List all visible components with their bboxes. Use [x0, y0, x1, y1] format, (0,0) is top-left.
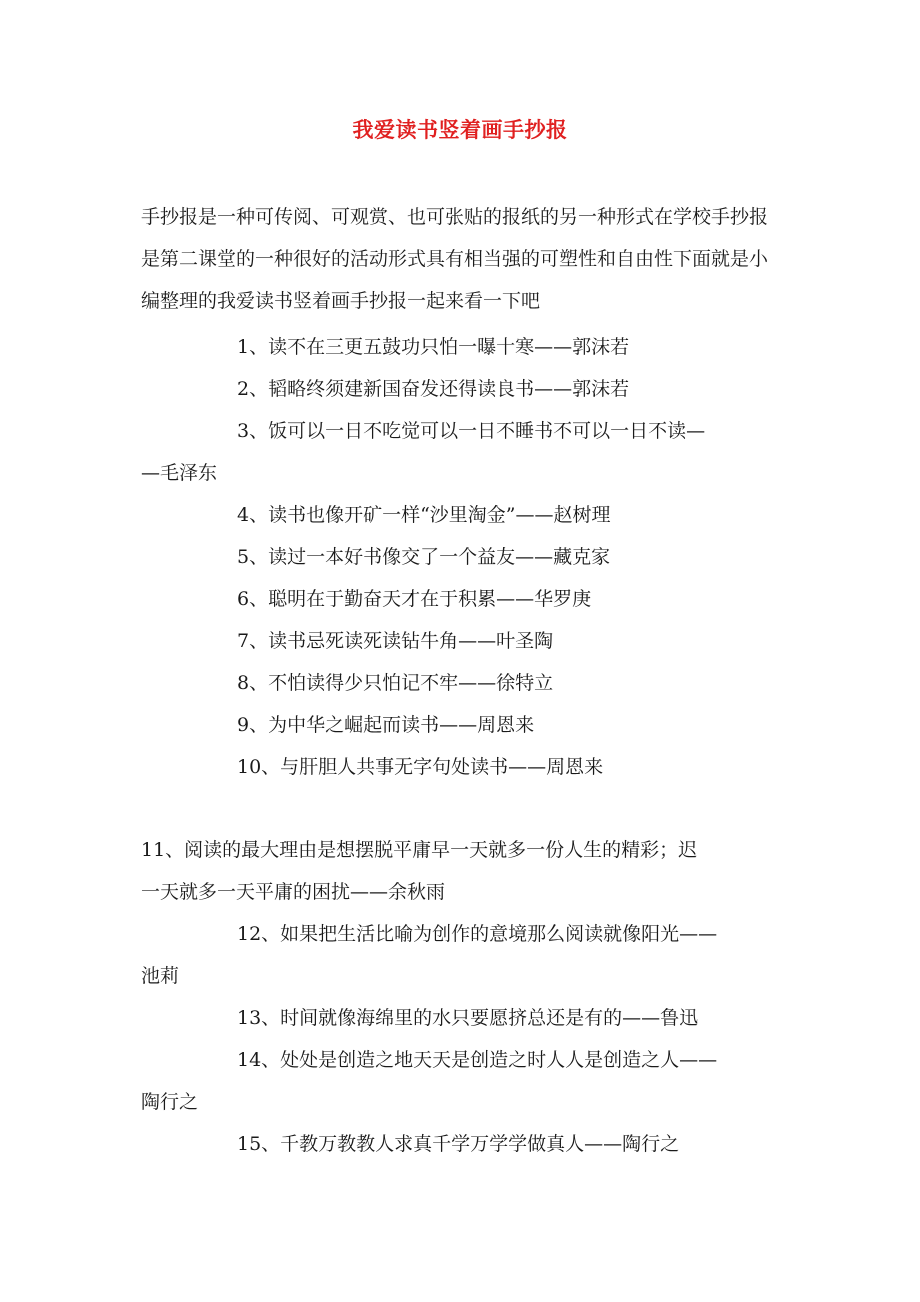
quote-item-14: 14、处处是创造之地天天是创造之时人人是创造之人——: [237, 1049, 718, 1071]
quote-item-8: 8、不怕读得少只怕记不牢——徐特立: [237, 672, 554, 694]
quote-item-12: 12、如果把生活比喻为创作的意境那么阅读就像阳光——: [237, 923, 718, 945]
quote-item-3: 3、饭可以一日不吃觉可以一日不睡书不可以一日不读—: [237, 420, 706, 442]
quote-item-5: 5、读过一本好书像交了一个益友——藏克家: [237, 546, 611, 568]
quote-item-3-continued: —毛泽东: [141, 462, 218, 484]
quote-item-6: 6、聪明在于勤奋天才在于积累——华罗庚: [237, 588, 592, 610]
quote-item-14-continued: 陶行之: [141, 1091, 199, 1113]
quote-item-12-continued: 池莉: [141, 965, 180, 987]
quote-item-15: 15、千教万教教人求真千学万学学做真人——陶行之: [237, 1133, 680, 1155]
page-title: 我爱读书竖着画手抄报: [352, 117, 568, 142]
quote-item-2: 2、韬略终须建新国奋发还得读良书——郭沫若: [237, 378, 630, 400]
intro-paragraph: 手抄报是一种可传阅、可观赏、也可张贴的报纸的另一种形式在学校手抄报是第二课堂的一种很好的活动形式具有相当强的可塑性和自由性下面就是小编整理的我爱读书竖着画手抄报一起来看一下吧: [141, 206, 769, 312]
quote-item-11-continued: 一天就多一天平庸的困扰——余秋雨: [141, 881, 446, 903]
quote-item-4: 4、读书也像开矿一样“沙里淘金”——赵树理: [237, 504, 611, 526]
quote-item-7: 7、读书忌死读死读钻牛角——叶圣陶: [237, 630, 554, 652]
quote-item-10: 10、与肝胆人共事无字句处读书——周恩来: [237, 756, 604, 778]
quote-item-1: 1、读不在三更五鼓功只怕一曝十寒——郭沫若: [237, 336, 630, 358]
quote-item-11: 11、阅读的最大理由是想摆脱平庸早一天就多一份人生的精彩；迟: [141, 839, 698, 861]
quote-item-9: 9、为中华之崛起而读书——周恩来: [237, 714, 535, 736]
quote-item-13: 13、时间就像海绵里的水只要愿挤总还是有的——鲁迅: [237, 1007, 699, 1029]
